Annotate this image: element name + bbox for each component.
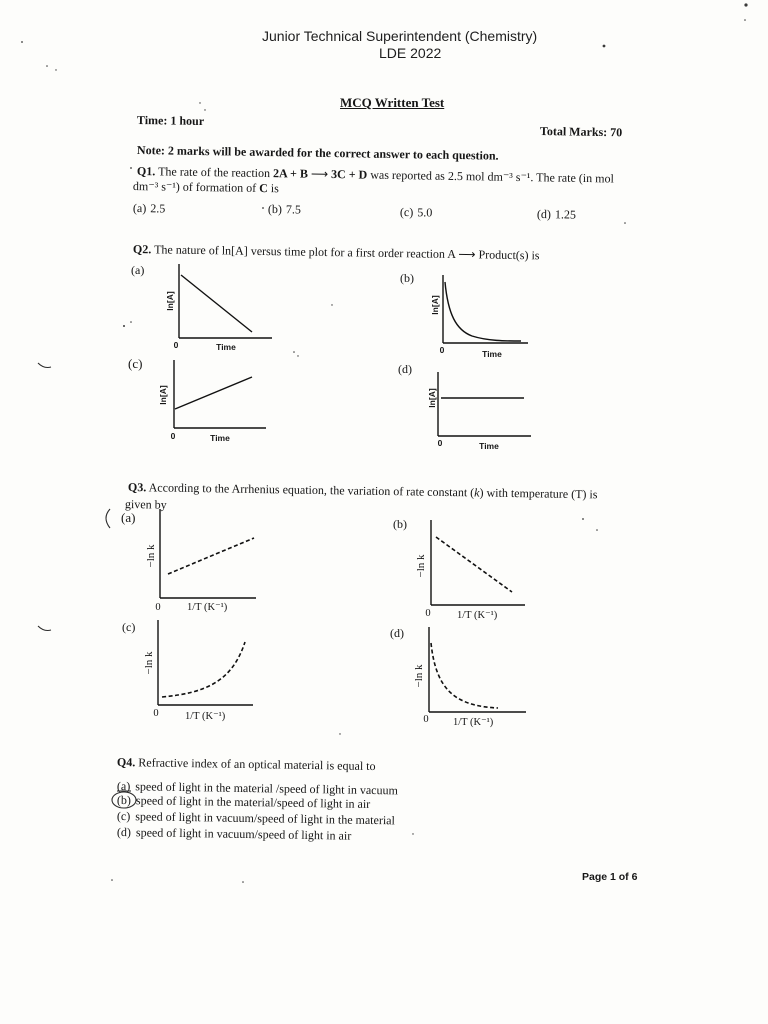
y-axis-label: ln[A] (430, 295, 440, 315)
q1-text: was reported as 2.5 mol dm⁻³ s⁻¹. The rate (in mol (370, 167, 614, 186)
plot-curve (162, 642, 245, 697)
q1-species: C (259, 180, 268, 196)
option-label: (d) (116, 825, 132, 840)
origin-label: 0 (155, 602, 161, 613)
scan-speck (744, 3, 747, 6)
plot-line (436, 537, 512, 592)
scan-speck (111, 879, 113, 881)
scan-speck (199, 102, 200, 103)
x-axis-label: Time (210, 433, 230, 443)
q1-text: dm⁻³ s⁻¹) of formation of (132, 179, 257, 195)
plot-curve (431, 643, 498, 708)
scan-speck (262, 207, 264, 209)
y-axis-label: ln[A] (427, 388, 437, 408)
x-axis-label: 1/T (K⁻¹) (453, 717, 494, 728)
scan-speck (130, 167, 132, 169)
test-title: MCQ Written Test (340, 95, 445, 110)
scan-speck (624, 222, 626, 224)
origin-label: 0 (439, 345, 445, 355)
q3-number: Q3. (127, 480, 147, 495)
scan-speck (204, 109, 205, 110)
q1-products: 3C + D (331, 167, 368, 182)
option-label: (b) (116, 793, 132, 808)
option-text: speed of light in the material/speed of light in air (135, 793, 371, 811)
option-label: (c) (116, 809, 131, 824)
reaction-arrow: ⟶ (310, 166, 329, 182)
pen-mark (106, 509, 110, 528)
q3-option-b-graph (393, 517, 525, 621)
plot-curve (445, 282, 521, 341)
q1-stem-line-2 (133, 179, 279, 195)
option-text: speed of light in vacuum/speed of light in the material (135, 809, 396, 828)
y-axis-label: −ln k (413, 664, 425, 688)
origin-label: 0 (437, 438, 443, 448)
graph-option-label: (b) (400, 271, 414, 285)
scan-speck (38, 363, 51, 368)
q3-text: According to the Arrhenius equation, the variation of rate constant ( (148, 480, 475, 500)
q4-stem (117, 755, 376, 773)
graph-option-label: (d) (398, 362, 412, 376)
option-label: (c) (399, 205, 414, 220)
y-axis-label: −ln k (143, 651, 155, 675)
scan-speck (46, 65, 48, 67)
x-axis-label: Time (216, 342, 236, 352)
scan-speck (293, 351, 295, 353)
scan-speck (55, 69, 56, 70)
q1-option-d (537, 207, 576, 222)
q3-stem-line-1 (128, 480, 598, 501)
option-label: (a) (132, 201, 147, 216)
q1-option-c (400, 205, 433, 220)
y-axis-label: −ln k (415, 554, 427, 578)
scan-speck (744, 19, 746, 21)
q2-option-c-graph (128, 356, 266, 443)
scan-specks (21, 3, 748, 882)
scan-speck (38, 626, 51, 631)
q4-number: Q4. (116, 755, 136, 770)
scan-speck (242, 881, 244, 883)
origin-label: 0 (423, 714, 429, 725)
plot-line (168, 538, 254, 574)
x-axis-label: Time (479, 441, 499, 451)
origin-label: 0 (425, 608, 431, 619)
q4-option-c (117, 809, 395, 827)
q1-text: is (270, 181, 279, 196)
test-note: Note: 2 marks will be awarded for the correct answer to each question. (136, 143, 499, 163)
option-value: 2.5 (150, 201, 166, 216)
scan-speck (130, 321, 132, 323)
y-axis-label: ln[A] (165, 291, 175, 311)
scan-speck (297, 355, 298, 356)
graph-option-label: (c) (128, 356, 143, 371)
q4-option-b (117, 793, 370, 811)
plot-line (181, 275, 252, 332)
option-value: 5.0 (417, 205, 433, 220)
option-text: speed of light in the material /speed of light in vacuum (135, 779, 399, 798)
y-axis-label: −ln k (145, 544, 157, 568)
q1-number: Q1. (136, 164, 156, 179)
exam-header-title: Junior Technical Superintendent (Chemistry) (262, 28, 538, 44)
scan-speck (412, 833, 413, 834)
graph-option-label: (b) (393, 517, 407, 531)
option-value: 7.5 (285, 202, 302, 217)
scan-speck (331, 304, 332, 305)
test-time: Time: 1 hour (136, 113, 205, 129)
x-axis-label: 1/T (K⁻¹) (187, 602, 228, 613)
origin-label: 0 (173, 340, 179, 350)
origin-label: 0 (170, 431, 176, 441)
scan-speck (339, 733, 340, 734)
q2-option-b-graph (400, 271, 528, 359)
y-axis-label: ln[A] (158, 385, 168, 405)
x-axis-label: Time (482, 349, 502, 359)
graph-option-label: (d) (390, 626, 404, 640)
q1-option-b (268, 202, 301, 217)
q2-option-a-graph (131, 263, 272, 352)
x-axis-label: 1/T (K⁻¹) (457, 610, 498, 621)
option-label: (d) (536, 207, 552, 222)
q3-option-c-graph (122, 620, 253, 722)
q2-stem (133, 242, 540, 262)
q1-reactants: 2A + B (272, 166, 309, 181)
scan-speck (123, 325, 125, 327)
origin-label: 0 (153, 708, 159, 719)
graph-option-label: (c) (122, 620, 136, 634)
scan-speck (603, 45, 606, 48)
scan-speck (596, 529, 598, 531)
page-number: Page 1 of 6 (582, 871, 638, 883)
x-axis-label: 1/T (K⁻¹) (185, 711, 226, 722)
graph-option-label: (a) (121, 510, 136, 525)
scan-speck (582, 518, 584, 520)
q1-text: The rate of the reaction (158, 164, 271, 181)
q1-option-a (133, 201, 166, 216)
option-value: 1.25 (554, 207, 577, 222)
q4-text: Refractive index of an optical material is equal to (138, 755, 376, 774)
q2-option-d-graph (398, 362, 531, 451)
q3-option-a-graph (106, 509, 256, 613)
exam-header-subtitle: LDE 2022 (379, 45, 442, 61)
option-text: speed of light in vacuum/speed of light in air (135, 825, 352, 843)
q3-stem-line-2: given by (124, 497, 167, 512)
option-label: (a) (116, 779, 131, 794)
scan-speck (21, 41, 23, 43)
option-label: (b) (267, 202, 283, 217)
q2-number: Q2. (132, 242, 152, 257)
q4-option-d (117, 825, 351, 843)
q3-text: ) with temperature (T) is (479, 485, 598, 502)
q3-rate-constant-symbol: k (474, 485, 480, 500)
plot-line (175, 377, 252, 409)
graph-option-label: (a) (131, 263, 145, 277)
q3-option-d-graph (390, 626, 526, 728)
q2-text: The nature of ln[A] versus time plot for a first order reaction A ⟶ Product(s) is (154, 242, 540, 263)
test-total-marks: Total Marks: 70 (539, 124, 623, 140)
